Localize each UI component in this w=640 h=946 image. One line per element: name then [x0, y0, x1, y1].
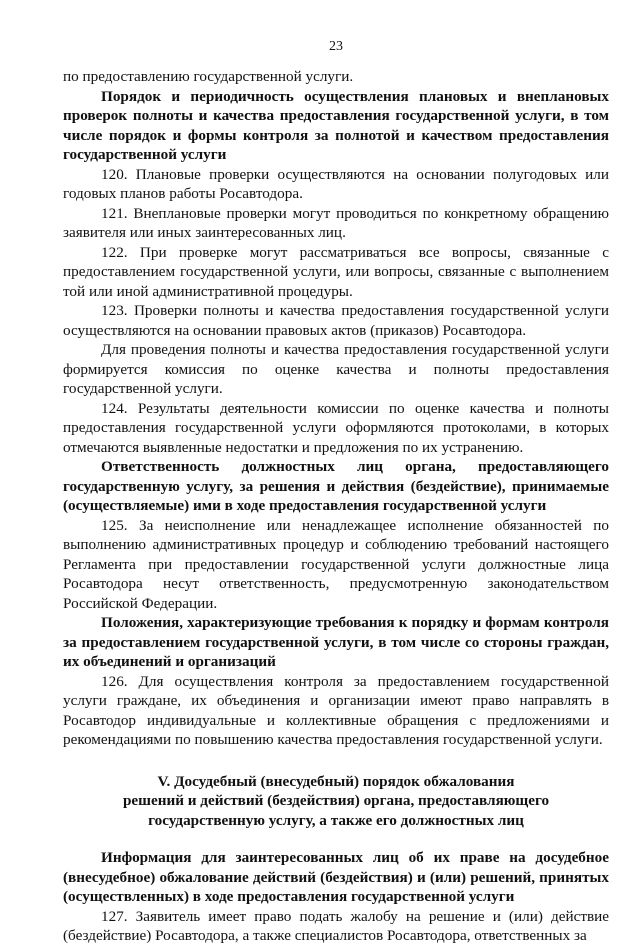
- section-title-line-2: решений и действий (бездействия) органа, предоставляющего: [122, 792, 550, 809]
- paragraph-120: 120. Плановые проверки осуществляются на основании полугодовых или годовых планов работы Росавтодора.: [63, 165, 609, 202]
- paragraph-122: 122. При проверке могут рассматриваться все вопросы, связанные с предоставлением государственной услуги, или вопросы, связанные с выполнением той или иной административной процедуры.: [63, 243, 609, 300]
- paragraph-125: 125. За неисполнение или ненадлежащее исполнение обязанностей по выполнению административных процедур и соблюдению требований настоящего Регламента при предоставлении государственной услуги должностные лица Росавтодора несут ответственность, предусмотренную законодательством Российской Федерации.: [63, 516, 609, 612]
- section-title-line-3: государственную услугу, а также его должностных лиц: [148, 811, 524, 829]
- paragraph-126: 126. Для осуществления контроля за предоставлением государственной услуги граждане, их объединения и организации имеют право направлять в Росавтодор индивидуальные и коллективные обращения с предложениями и рекомендациями по повышению качества предоставления государственной услуги.: [63, 672, 609, 748]
- section-v-title: [63, 772, 609, 831]
- paragraph-commission: Для проведения полноты и качества предоставления государственной услуги формируется комиссия по оценке качества и полноты предоставления государственной услуги.: [63, 341, 609, 397]
- paragraph-121: 121. Внеплановые проверки могут проводиться по конкретному обращению заявителя или иных заинтересованных лиц.: [63, 204, 609, 241]
- paragraph-127: 127. Заявитель имеет право подать жалобу на решение и (или) действие (бездействие) Росавтодора, а также специалистов Росавтодора, ответственных за: [63, 907, 609, 944]
- subheading-control-requirements: Положения, характеризующие требования к порядку и формам контроля за предоставлением государственной услуги, в том числе со стороны граждан, их объединений и организаций: [63, 614, 609, 670]
- paragraph-124: 124. Результаты деятельности комиссии по оценке качества и полноты предоставления государственной услуги оформляются протоколами, в которых отмечаются выявленные недостатки и предложения по их устранению.: [63, 399, 609, 456]
- subheading-appeal-information: Информация для заинтересованных лиц об их праве на досудебное (внесудебное) обжалование действий (бездействия) и (или) решений, принятых (осуществленных) в ходе предоставления государственной услуги: [63, 849, 609, 905]
- paragraph-123: 123. Проверки полноты и качества предоставления государственной услуги осуществляются на основании правовых актов (приказов) Росавтодора.: [63, 302, 609, 339]
- section-title-line-1: V. Досудебный (внесудебный) порядок обжалования: [157, 772, 515, 790]
- paragraph-continuation: по предоставлению государственной услуги.: [63, 68, 354, 85]
- subheading-responsibility: Ответственность должностных лиц органа, предоставляющего государственную услугу, за решения и действия (бездействие), принимаемые (осуществляемые) ими в ходе предоставления государственной услуги: [63, 458, 609, 514]
- subheading-inspections: Порядок и периодичность осуществления плановых и внеплановых проверок полноты и качества предоставления государственной услуги, в том числе порядок и формы контроля за полнотой и качеством предоставления государственной услуги: [63, 87, 609, 163]
- page-number: 23: [329, 39, 343, 54]
